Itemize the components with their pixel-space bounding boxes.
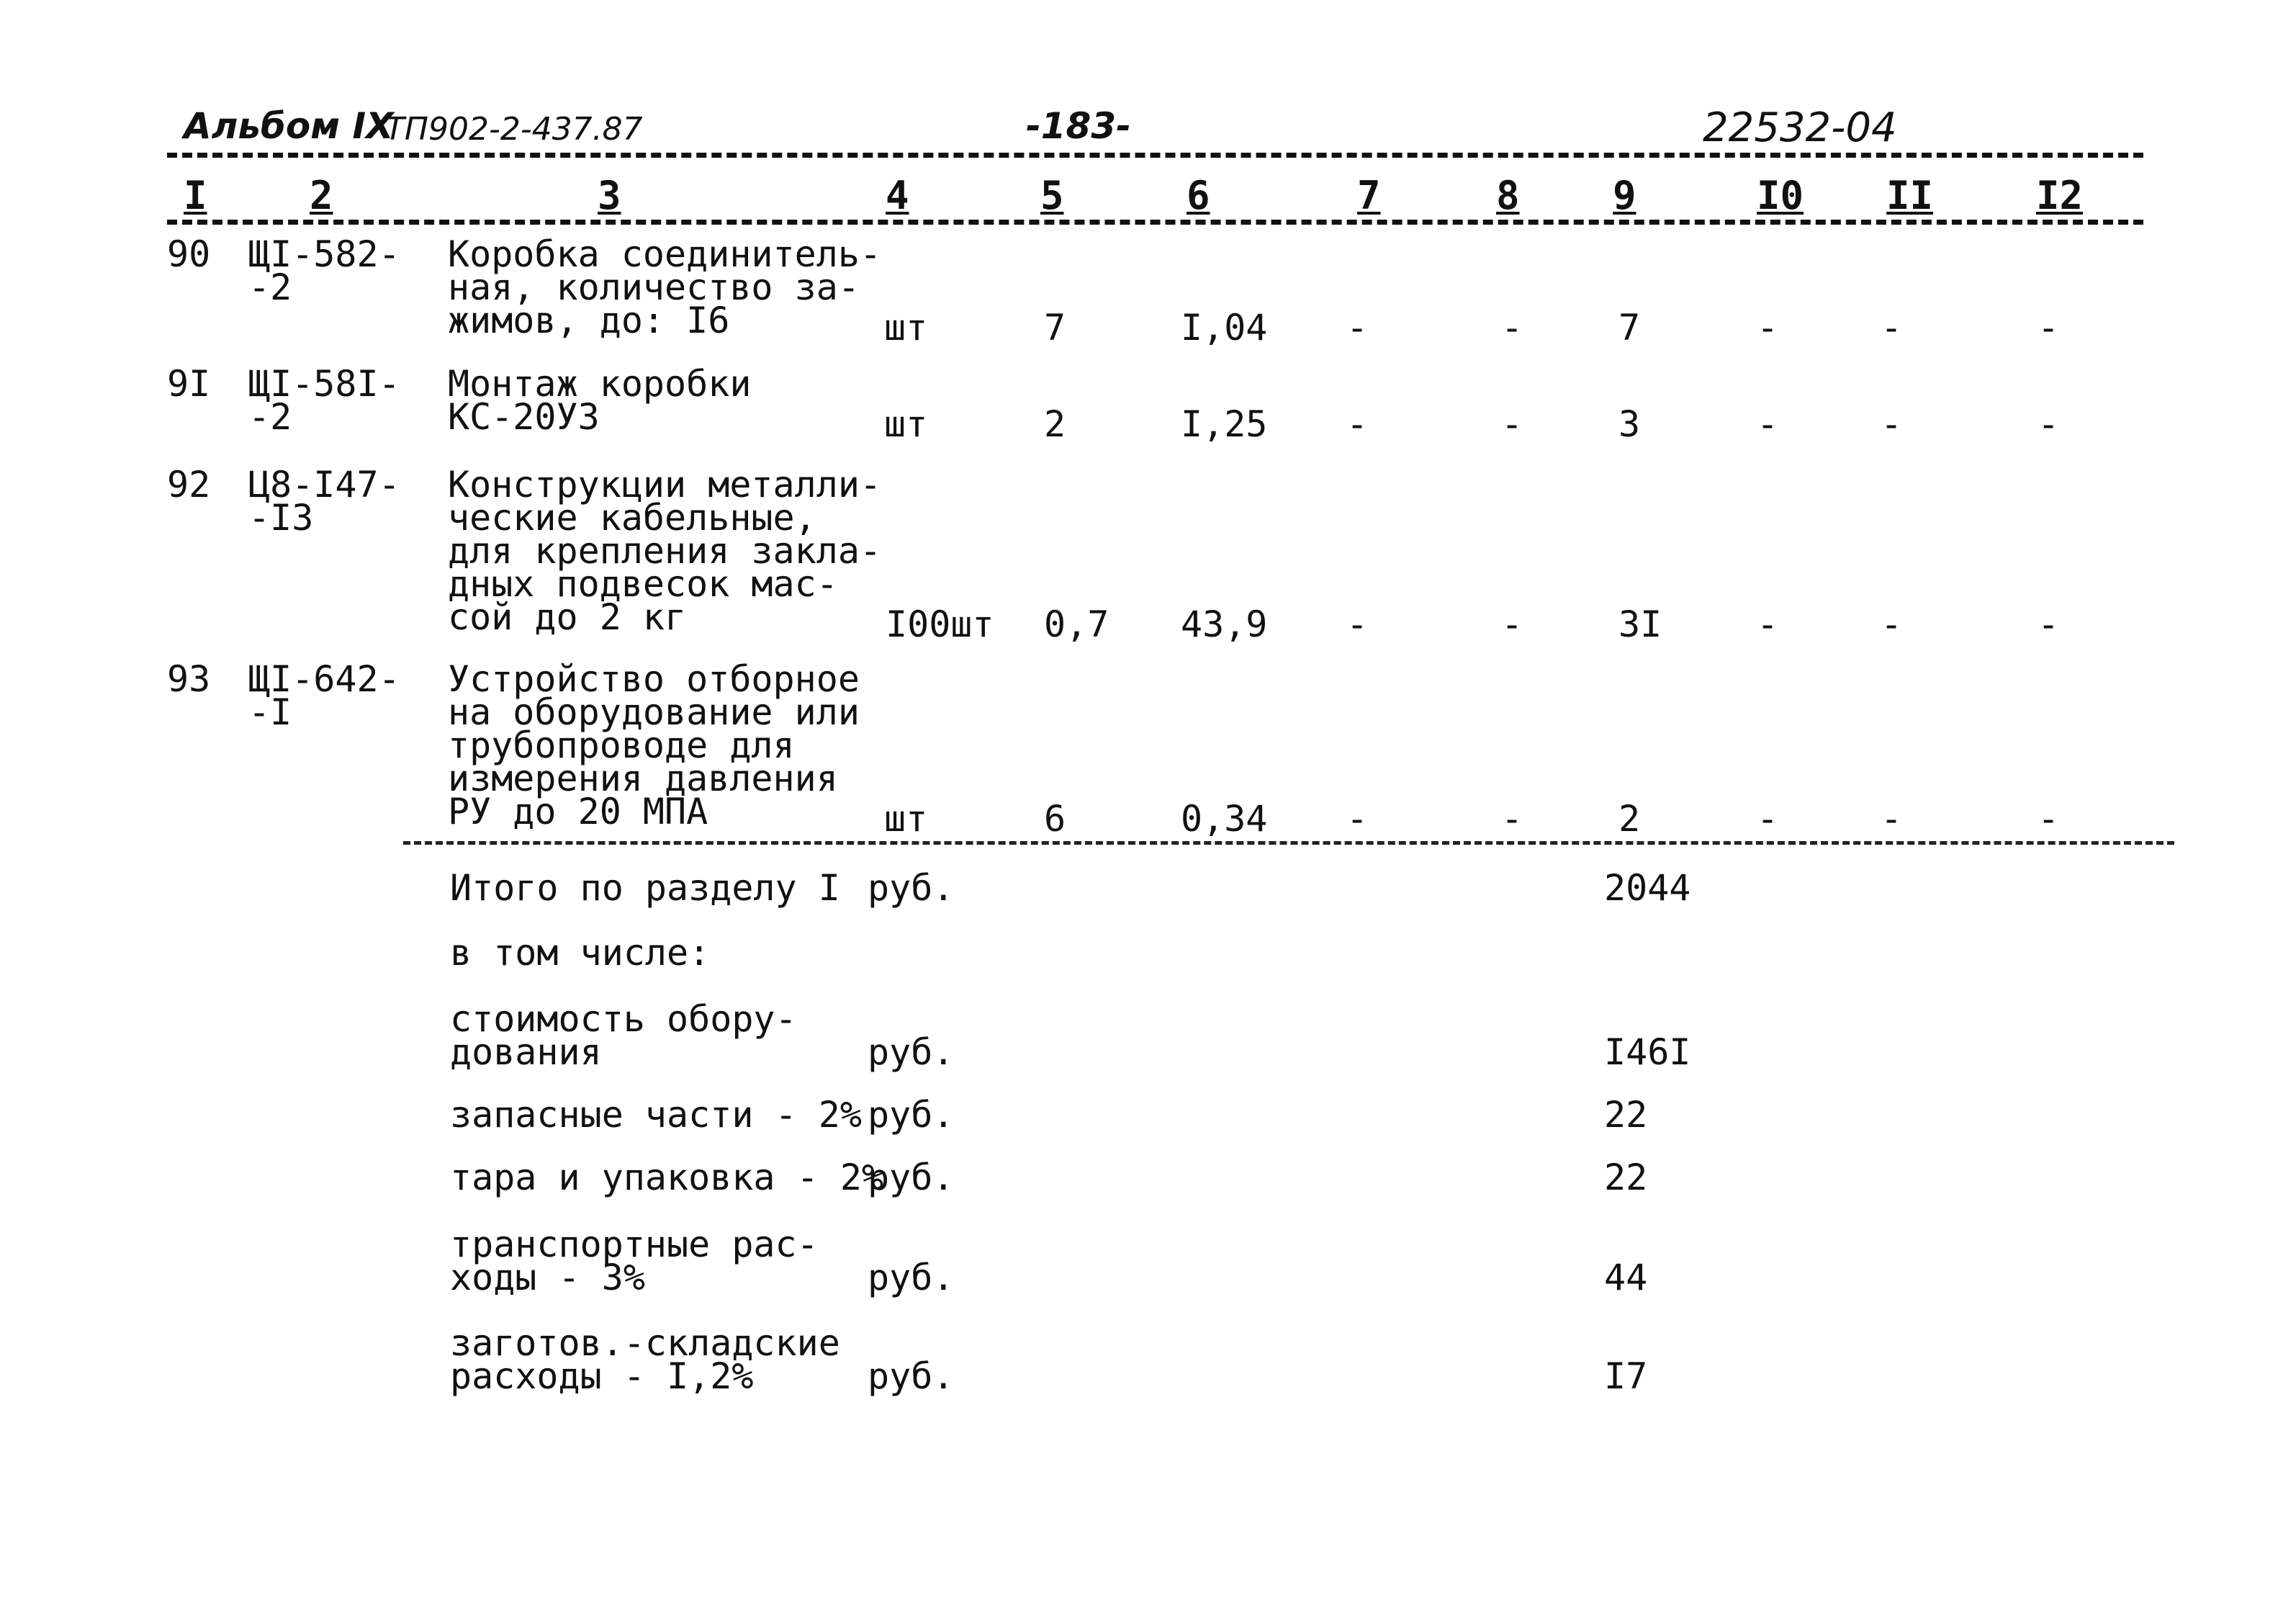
row-unit: шт [884,798,928,840]
summary-value: I46I [1604,1031,1691,1073]
summary-value: 22 [1604,1094,1648,1136]
column-header-3: 3 [598,173,621,218]
album-label: Альбом IX [184,105,394,147]
row-code-line: ЩI-642- [248,658,400,700]
row-description-line: на оборудование или [448,691,860,733]
row-col12: - [2038,307,2060,349]
column-header-8: 8 [1496,173,1520,218]
row-col6: I,25 [1181,403,1268,445]
top-rule [167,153,2143,158]
column-header-6: 6 [1187,173,1210,218]
row-col6: 43,9 [1181,603,1268,645]
summary-label-line: запасные части - 2% [450,1094,862,1136]
summary-label-line: Итого по разделу I [450,867,840,909]
row-unit: шт [884,307,928,349]
row-col10: - [1757,798,1779,840]
summary-unit: руб. [868,867,955,909]
header-rule [167,220,2143,225]
row-col11: - [1881,603,1903,645]
summary-label-line: ходы - 3% [450,1257,645,1298]
project-code: ТП902-2-437.87 [385,111,643,148]
row-description-line: дных подвесок мас- [448,563,838,605]
row-col11: - [1881,403,1903,445]
row-number: 90 [167,233,211,275]
row-unit: I00шт [886,603,994,645]
row-description-line: КС-20У3 [448,396,600,438]
row-col6: 0,34 [1181,798,1268,840]
summary-label-line: дования [450,1031,602,1073]
column-header-4: 4 [886,173,909,218]
row-col9: 3I [1619,603,1662,645]
column-header-10: I0 [1757,173,1804,218]
row-description-line: Коробка соединитель- [448,233,882,275]
row-col8: - [1501,403,1523,445]
row-col8: - [1501,798,1523,840]
summary-unit: руб. [868,1355,955,1397]
summary-label-line: транспортные рас- [450,1224,819,1265]
summary-label-line: стоимость обору- [450,998,797,1040]
row-unit: шт [884,403,928,445]
row-col9: 3 [1619,403,1641,445]
row-col7: - [1346,403,1369,445]
row-col12: - [2038,603,2060,645]
row-col11: - [1881,798,1903,840]
column-header-5: 5 [1040,173,1064,218]
row-col10: - [1757,403,1779,445]
row-col10: - [1757,307,1779,349]
row-description-line: измерения давления [448,758,838,799]
row-col10: - [1757,603,1779,645]
section-rule [403,841,2174,845]
row-number: 9I [167,363,211,405]
row-col8: - [1501,603,1523,645]
row-description-line: РУ до 20 МПА [448,791,708,832]
row-col12: - [2038,403,2060,445]
summary-unit: руб. [868,1157,955,1198]
summary-label-line: расходы - I,2% [450,1355,754,1397]
summary-unit: руб. [868,1031,955,1073]
document-code: 22532-04 [1703,104,1897,151]
summary-label-line: тара и упаковка - 2% [450,1157,884,1198]
column-header-12: I2 [2036,173,2084,218]
row-code-line: -I3 [248,497,314,539]
column-header-1: I [184,173,207,218]
summary-label-line: в том числе: [450,932,711,974]
row-col7: - [1346,307,1369,349]
column-header-9: 9 [1613,173,1637,218]
summary-label-line: заготов.-складские [450,1322,840,1364]
row-description-line: ческие кабельные, [448,497,816,539]
row-code-line: ЩI-58I- [248,363,400,405]
row-col5: 0,7 [1044,603,1109,645]
row-description-line: жимов, до: I6 [448,300,730,341]
row-col5: 2 [1044,403,1066,445]
row-code-line: Ц8-I47- [248,464,400,506]
row-col9: 2 [1619,798,1641,840]
row-col5: 6 [1044,798,1066,840]
row-number: 93 [167,658,211,700]
row-description-line: Конструкции металли- [448,464,882,506]
row-description-line: сой до 2 кг [448,596,687,638]
row-col6: I,04 [1181,307,1268,349]
row-code-line: -2 [248,266,292,308]
row-code-line: -I [248,691,292,733]
row-col9: 7 [1619,307,1641,349]
column-header-2: 2 [310,173,333,218]
row-col7: - [1346,798,1369,840]
summary-value: I7 [1604,1355,1648,1397]
summary-value: 22 [1604,1157,1648,1198]
row-code-line: ЩI-582- [248,233,400,275]
row-col5: 7 [1044,307,1066,349]
row-description-line: для крепления закла- [448,530,882,572]
row-code-line: -2 [248,396,292,438]
column-header-11: II [1886,173,1934,218]
row-description-line: ная, количество за- [448,266,860,308]
summary-value: 44 [1604,1257,1648,1298]
row-col12: - [2038,798,2060,840]
row-col8: - [1501,307,1523,349]
row-description-line: Устройство отборное [448,658,860,700]
row-description-line: трубопроводе для [448,724,795,766]
summary-unit: руб. [868,1257,955,1298]
row-col7: - [1346,603,1369,645]
page-number: -183- [1026,105,1131,147]
row-description-line: Монтаж коробки [448,363,752,405]
summary-value: 2044 [1604,867,1691,909]
row-col11: - [1881,307,1903,349]
row-number: 92 [167,464,211,506]
summary-unit: руб. [868,1094,955,1136]
column-header-7: 7 [1357,173,1381,218]
